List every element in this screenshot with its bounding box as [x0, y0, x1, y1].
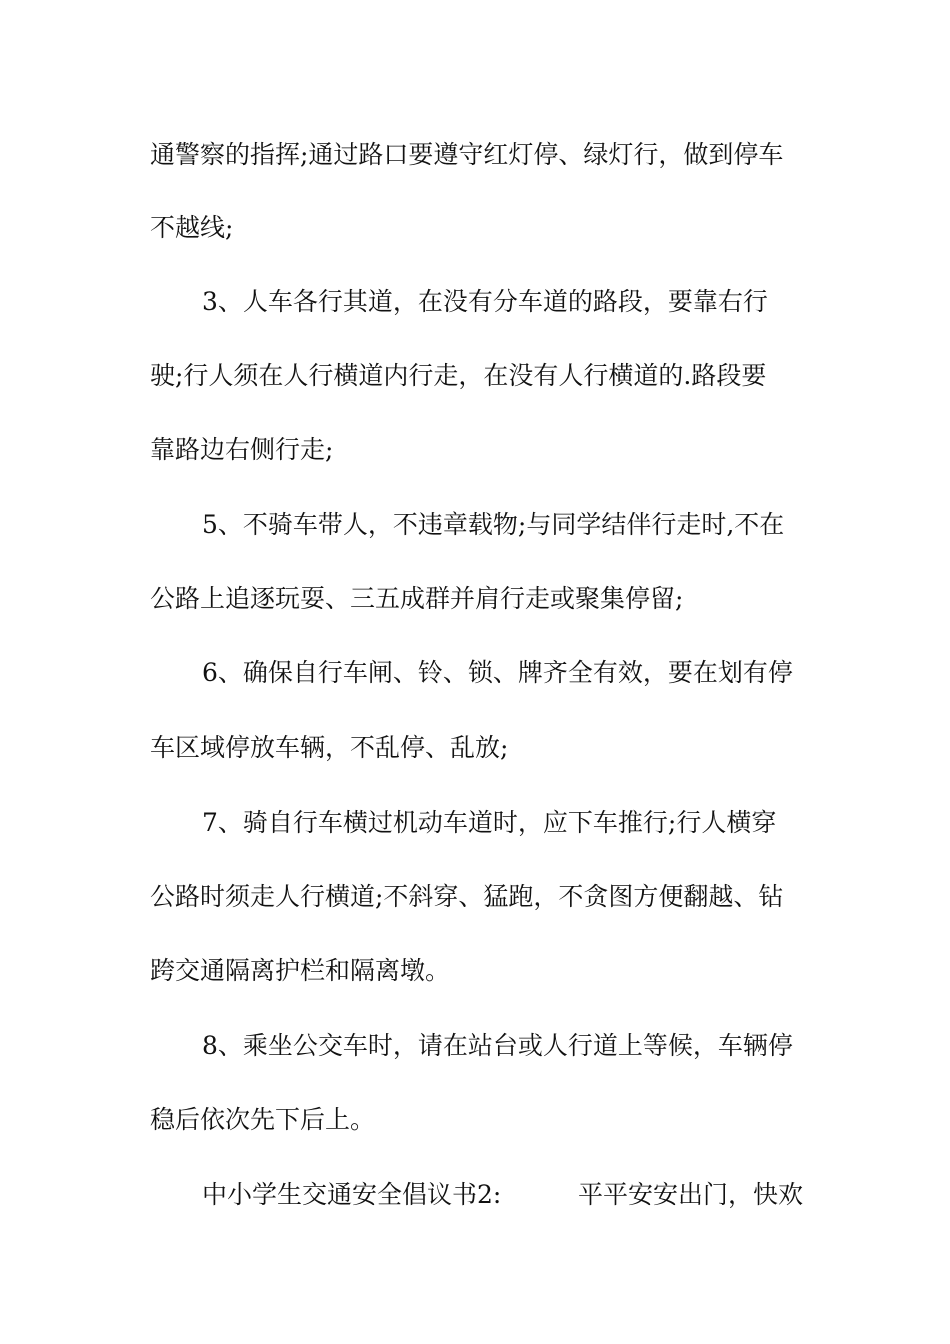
text-line: 不越线;: [150, 213, 234, 242]
section-heading: 中小学生交通安全倡议书2:: [202, 1180, 502, 1209]
paragraph-3-start: 3、人车各行其道，在没有分车道的路段，要靠右行: [202, 287, 768, 316]
text-line: 跨交通隔离护栏和隔离墩。: [150, 956, 451, 985]
paragraph-8-start: 8、乘坐公交车时，请在站台或人行道上等候，车辆停: [202, 1031, 793, 1060]
paragraph-7-start: 7、骑自行车横过机动车道时，应下车推行;行人横穿: [202, 808, 777, 837]
text-line: 车区域停放车辆，不乱停、乱放;: [150, 733, 509, 762]
text-line: 稳后依次先下后上。: [150, 1105, 376, 1134]
text-line: 通警察的指挥;通过路口要遵守红灯停、绿灯行，做到停车: [150, 140, 784, 169]
section-heading-continuation: 平平安安出门，快欢: [578, 1180, 804, 1209]
text-line: 公路上追逐玩耍、三五成群并肩行走或聚集停留;: [150, 584, 684, 613]
text-line: 靠路边右侧行走;: [150, 435, 334, 464]
paragraph-6-start: 6、确保自行车闸、铃、锁、牌齐全有效，要在划有停: [202, 658, 793, 687]
paragraph-5-start: 5、不骑车带人，不违章载物;与同学结伴行走时,不在: [202, 510, 785, 539]
text-line: 公路时须走人行横道;不斜穿、猛跑，不贪图方便翻越、钻: [150, 882, 784, 911]
text-line: 驶;行人须在人行横道内行走，在没有人行横道的.路段要: [150, 361, 767, 390]
